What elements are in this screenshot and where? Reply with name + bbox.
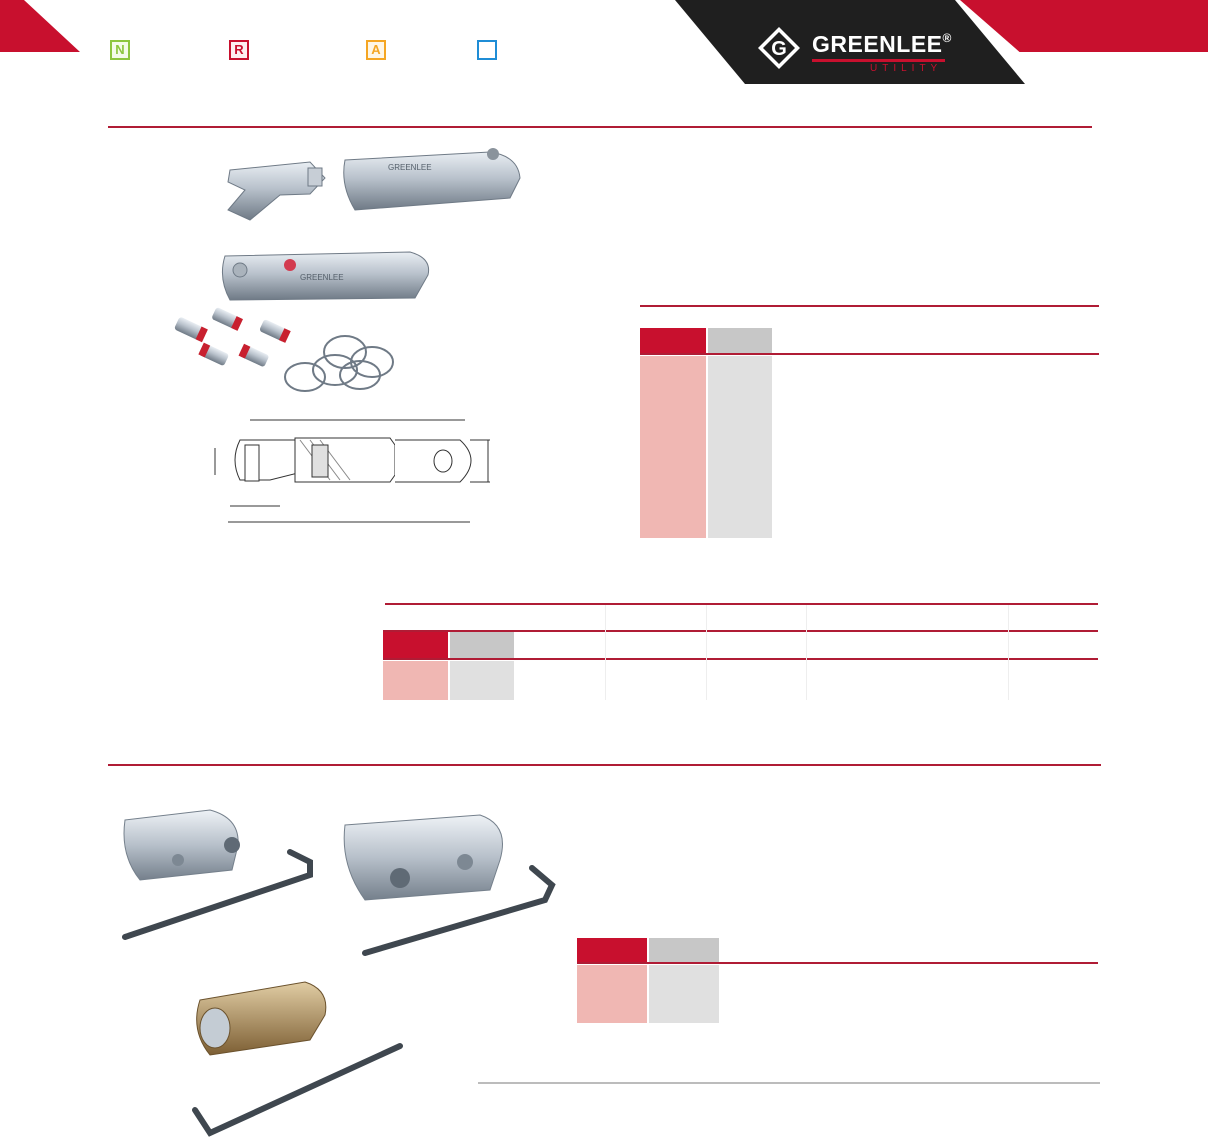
swivel-yoke-photo: [228, 162, 325, 220]
header-corner-left: [0, 0, 80, 52]
col-divider-1: [605, 605, 606, 700]
brand-subtitle: UTILITY: [870, 63, 943, 74]
spec-table-2-catalog-cell: [383, 661, 448, 700]
swivel-middle-photo: [222, 252, 428, 300]
pin-and-ring-parts-photo: [174, 307, 393, 391]
badge-blank: [477, 40, 497, 60]
spec-table-2-header-ucode: [450, 632, 514, 659]
section-2-rule: [108, 764, 1101, 766]
spec-table-2-top-rule: [385, 603, 1098, 605]
dimension-drawing: [215, 420, 490, 522]
bronze-clevis-photo: [195, 982, 400, 1133]
greenlee-logo-icon: [757, 26, 801, 70]
spec-table-1-top-rule: [640, 305, 1099, 307]
spec-table-1-ucode-column: [708, 356, 772, 538]
spec-table-2-header-top-rule: [383, 630, 1098, 632]
section-2-bottom-rule: [478, 1082, 1100, 1084]
stamp-text-1: GREENLEE: [388, 163, 432, 172]
section-1-rule: [108, 126, 1092, 128]
spec-table-1-header-catalog: [640, 328, 706, 354]
spec-table-1-catalog-column: [640, 356, 706, 538]
stamp-text-2: GREENLEE: [300, 273, 344, 282]
badge-n: N: [110, 40, 130, 60]
spec-table-3-header-ucode: [649, 938, 719, 964]
spec-table-1-header-ucode: [708, 328, 772, 354]
clevis-connector-photo-1: [124, 810, 310, 937]
swivel-assembly-photo: [344, 148, 520, 210]
spec-table-3-header-rule: [577, 962, 1098, 964]
spec-table-2-header-rule: [383, 658, 1098, 660]
col-divider-4: [1008, 605, 1009, 700]
logo-mark-letter: G: [771, 38, 787, 60]
col-divider-2: [706, 605, 707, 700]
spec-table-2-ucode-cell: [450, 661, 514, 700]
spec-table-2-header-catalog: [383, 632, 448, 659]
spec-table-3-header-catalog: [577, 938, 647, 964]
badge-r: R: [229, 40, 249, 60]
brand-name: GREENLEE®: [812, 31, 952, 57]
badge-a: A: [366, 40, 386, 60]
header-corner-right: [960, 0, 1208, 52]
swivel-product-images: [160, 140, 540, 540]
col-divider-3: [806, 605, 807, 700]
spec-table-3-catalog-cell: [577, 965, 647, 1023]
spec-table-3-ucode-cell: [649, 965, 719, 1023]
spec-table-1-header-rule: [640, 353, 1099, 355]
brand-underline: [812, 59, 945, 62]
clevis-connector-photo-2: [344, 815, 552, 953]
clevis-product-images: [100, 800, 570, 1145]
